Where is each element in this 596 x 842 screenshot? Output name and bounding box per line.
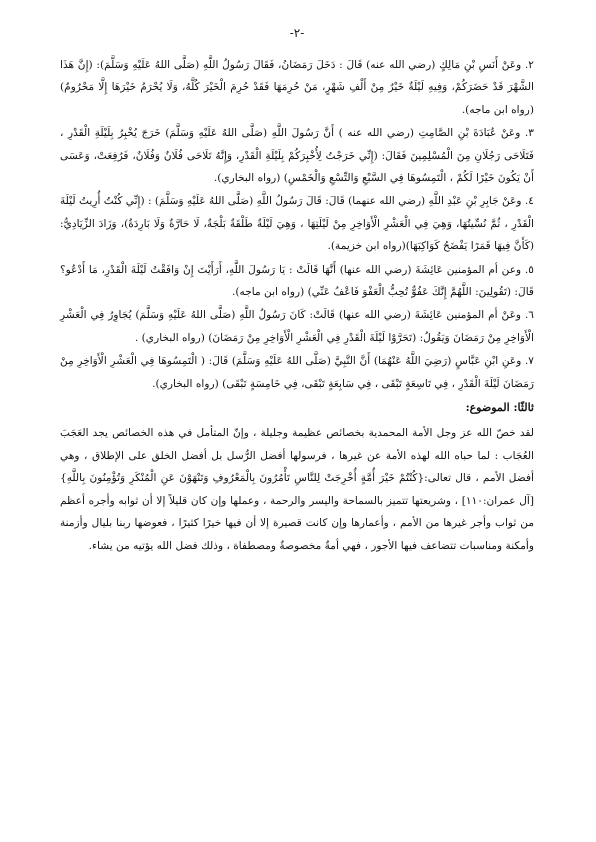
section-heading: ثالثًا: الموضوع: xyxy=(465,401,534,415)
hadith-item-5: ٥. وعن أم المؤمنين عَائِشَةَ (رضي الله عنها) أَنَّهَا قَالَتْ : يَا رَسُولَ اللَّهِ، أَرَأَيْتَ إِنْ وَافَقْتُ لَيْلَةَ الْقَدْرِ، مَا أَدْعُو؟ قَالَ: (تَقُولِينَ: اللَّهُمَّ إِنَّكَ عَفُوٌّ تُحِبُّ الْعَفْوَ فَاعْفُ عَنِّي) (رواه ابن ماجه). xyxy=(60,263,534,299)
section-body-paragraph: لقد خصّ الله عز وجل الأمة المحمدية بخصائص عظيمة وجليلة ، وإنّ المتأمل في هذه الخصائص يجد العَجَبَ العُجَاب : لما حباه الله لهذه الأمة عن غيرها ، فرسولها أفضل الرُّسل بل أفضل الخلق على الإطلاق ، وهي أفضل الأمم ، قال تعالى:{كُنْتُمْ خَيْرَ أُمَّةٍ أُخْرِجَتْ لِلنَّاسِ تَأْمُرُونَ بِالْمَعْرُوفِ وَتَنْهَوْنَ عَنِ الْمُنْكَرِ وَتُؤْمِنُونَ بِاللَّهِ}[آل عمران:١١٠] ، وشريعتها تتميز بالسماحة واليسر والرحمة ، وعملها وإن كان قليلاً إلا أن ثوابه وأجره أعظم من ثواب وأجر غيرها من الأمم ، وأعمارها وإن كانت قصيرة إلا أن فيها خيرًا كثيرًا ، فعوضها ربنا بليال وأزمنة وأمكنة ومناسبات تتضاعف فيها الأجور ، فهي أمةٌ مخصوصةٌ ومصطفاة ، وذلك فضل الله يؤتيه من يشاء. xyxy=(60,427,534,553)
hadith-item-2: ٢. وعَنْ أَنَسِ بْنِ مَالِكٍ (رضي الله عنه) قَالَ : دَخَلَ رَمَضَانُ، فَقَالَ رَسُولُ اللَّهِ (صَلَّى اللهُ عَلَيْهِ وَسَلَّمَ): (إِنَّ هَذَا الشَّهْرَ قَدْ حَضَرَكُمْ، وَفِيهِ لَيْلَةٌ خَيْرٌ مِنْ أَلْفِ شَهْرٍ، مَنْ حُرِمَهَا فَقَدْ حُرِمَ الْخَيْرَ كُلَّهُ، وَلَا يُحْرَمُ خَيْرَهَا إِلَّا مَحْرُومٌ) (رواه ابن ماجه). xyxy=(60,59,534,116)
hadith-item-4: ٤. وعَنْ جَابِرِ بْنِ عَبْدِ اللَّهِ (رضي الله عنهما) قَالَ: قَالَ رَسُولُ اللَّهِ (صَلَّى اللهُ عَلَيْهِ وَسَلَّمَ) : (إِنِّي كُنْتُ أُرِيتُ لَيْلَةَ الْقَدْرِ ، ثُمَّ نُسِّيتُهَا، وَهِيَ فِي الْعَشْرِ الْأَوَاخِرِ مِنْ لَيْلَتِهَا ، وَهِيَ لَيْلَةٌ طَلْقَةٌ بَلْجَةٌ، لَا حَارَّةٌ وَلَا بَارِدَةٌ)، وَزَادَ الزِّيَادِيُّ: (كَأَنَّ فِيهَا قَمَرًا يَفْضَحُ كَوَاكِبَهَا)(رواه ابن خزيمة). xyxy=(60,195,534,253)
hadith-item-3: ٣. وعَنْ عُبَادَةَ بْنِ الصَّامِتِ (رضي الله عنه ) أَنَّ رَسُولَ اللَّهِ (صَلَّى اللهُ عَلَيْهِ وَسَلَّمَ) خَرَجَ يُخْبِرُ بِلَيْلَةِ الْقَدْرِ ، فَتَلَاحَى رَجُلَانِ مِنَ الْمُسْلِمِينَ فَقَالَ: (إِنِّي خَرَجْتُ لِأُخْبِرَكُمْ بِلَيْلَةِ الْقَدْرِ، وَإِنَّهُ تَلَاحَى فُلَانٌ وَفُلَانٌ، فَرُفِعَتْ، وَعَسَى أَنْ يَكُونَ خَيْرًا لَكُمْ ، الْتَمِسُوهَا فِي السَّبْعِ وَالتِّسْعِ وَالْخَمْسِ) (رواه البخاري). xyxy=(60,127,534,185)
hadith-item-7: ٧. وعَنِ ابْنِ عَبَّاسٍ (رَضِيَ اللَّهُ عَنْهُمَا) أَنَّ النَّبِيَّ (صَلَّى اللهُ عَلَيْهِ وَسَلَّمَ) قَالَ: ( الْتَمِسُوهَا فِي الْعَشْرِ الْأَوَاخِرِ مِنْ رَمَضَانَ لَيْلَةَ الْقَدْرِ ، فِي تَاسِعَةٍ تَبْقَى ، فِي سَابِعَةٍ تَبْقَى، فِي خَامِسَةٍ تَبْقَى) (رواه البخاري). xyxy=(60,355,534,390)
hadith-item-6: ٦. وعَنْ أم المؤمنين عَائِشَةَ (رضي الله عنها) قَالَتْ: كَانَ رَسُولُ اللَّهِ (صَلَّى اللهُ عَلَيْهِ وَسَلَّمَ) يُجَاوِرُ فِي الْعَشْرِ الْأَوَاخِرِ مِنْ رَمَضَانَ وَيَقُولُ: (تَحَرَّوْا لَيْلَةَ الْقَدْرِ فِي الْعَشْرِ الْأَوَاخِرِ مِنْ رَمَضَانَ) (رواه البخاري) . xyxy=(60,309,534,344)
page-number: -٢- xyxy=(289,26,305,40)
document-page xyxy=(60,26,534,558)
